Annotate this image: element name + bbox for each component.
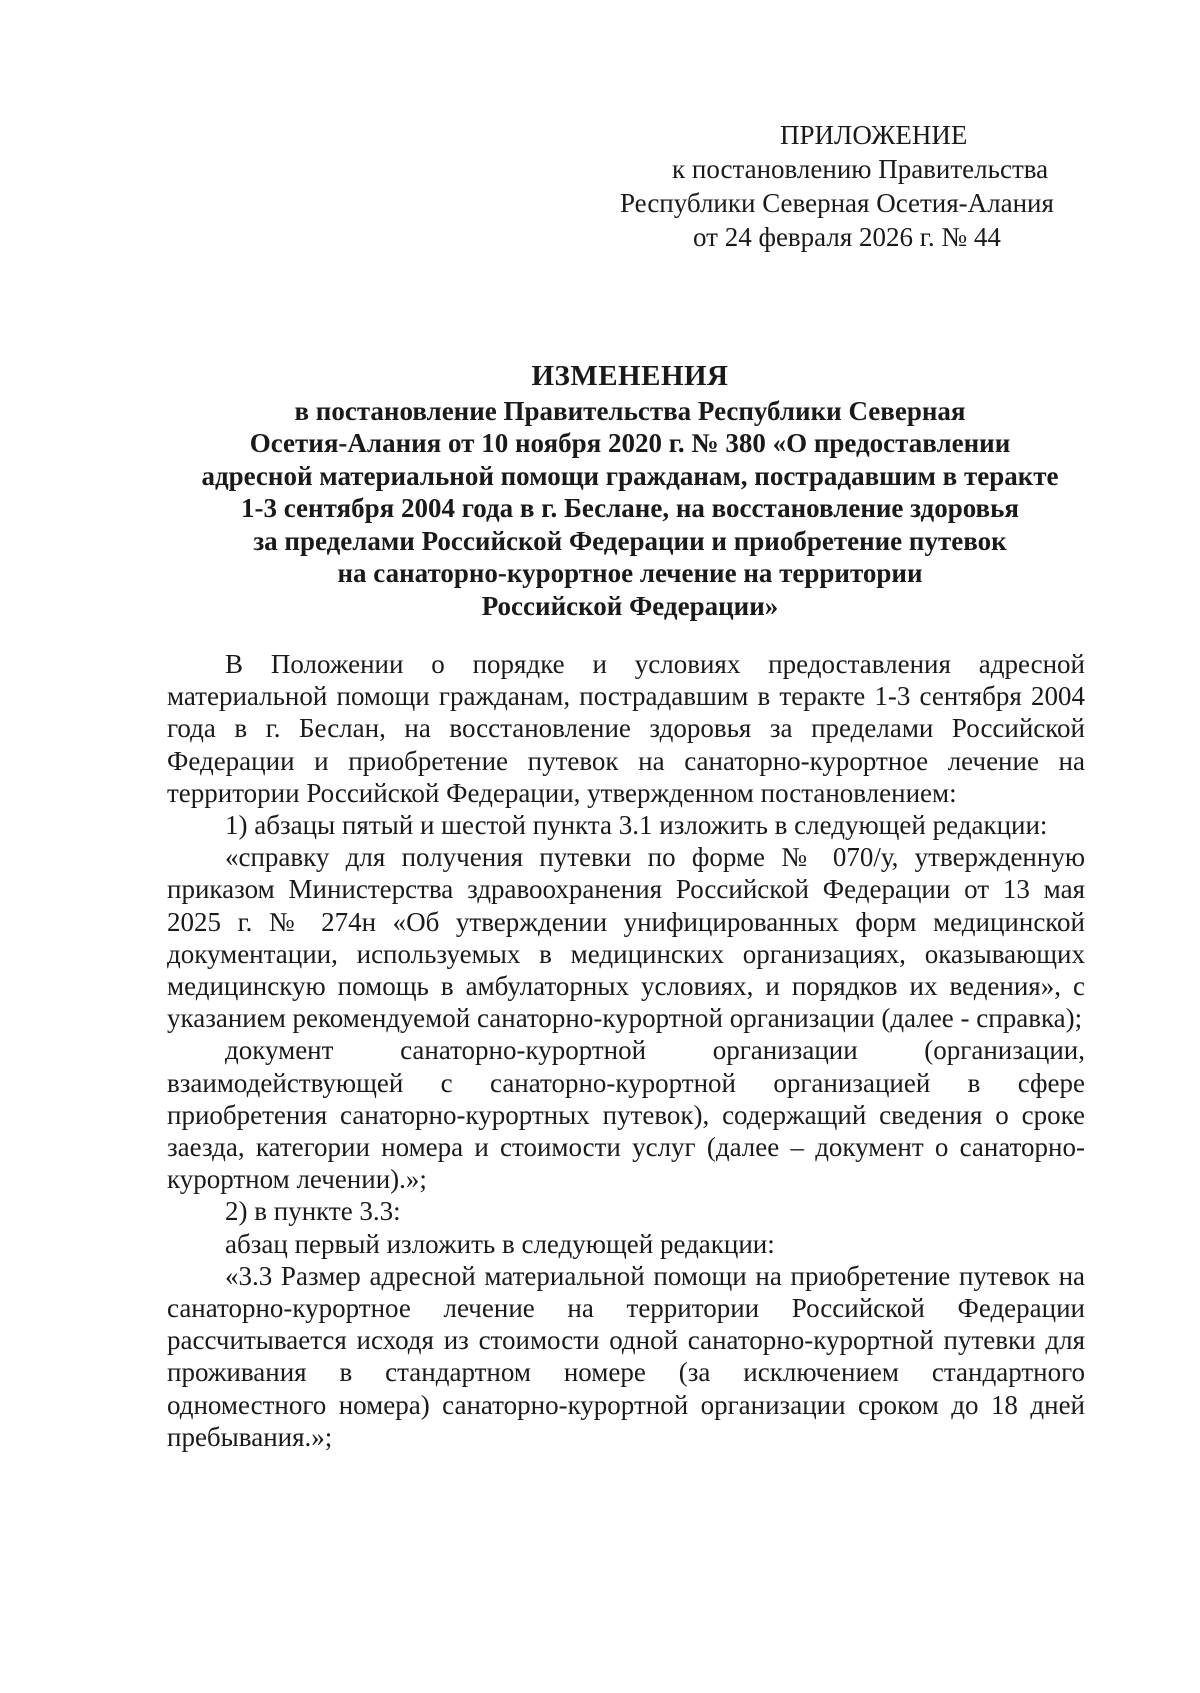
body-paragraph-quote-3: «3.3 Размер адресной материальной помощи на приобретение путевок на санаторно-курортное лечение на территории Российской Федерации рассчитывается исходя из стоимости одной санаторно-курортной путевки для проживания в стандартном номере (за исключением стандартного одноместного номера) санаторно-курортной организации сроком до 18 дней пребывания.»; (167, 1260, 1085, 1452)
body-paragraph-item-2: 2) в пункте 3.3: (225, 1196, 401, 1227)
document-title (160, 360, 1100, 622)
body-paragraph-quote-2: документ санаторно-курортной организации (организации, взаимодействующей с санаторно-курортной организацией в сфере приобретения санаторно-курортных путевок), содержащий сведения о сроке заезда, категории номера и стоимости услуг (далее – документ о санаторно-курортном лечении).»; (167, 1035, 1085, 1195)
appendix-date-number: от 24 февраля 2026 г. № 44 (693, 222, 1001, 252)
title-line: за пределами Российской Федерации и приобретение путевок (253, 525, 1007, 556)
title-line: 1-3 сентября 2004 года в г. Беслане, на восстановление здоровья (240, 493, 1020, 523)
body-paragraph-quote-1: «справку для получения путевки по форме № 070/у, утвержденную приказом Министерства здравоохранения Российской Федерации от 13 мая 2025 г. № 274н «Об утверждении унифицированных форм медицинской документации, используемых в медицинских организациях, оказывающих медицинскую помощь в амбулаторных условиях, и порядков их ведения», с указанием рекомендуемой санаторно-курортной организации (далее - справка); (167, 842, 1085, 1034)
appendix-line-2: к постановлению Правительства (672, 154, 1049, 184)
appendix-line-3: Республики Северная Осетия-Алания (620, 188, 1054, 218)
title-line: адресной материальной помощи гражданам, пострадавшим в теракте (201, 460, 1059, 491)
title-line: на санаторно-курортное лечение на территории (337, 558, 923, 588)
body-paragraph-sub: абзац первый изложить в следующей редакции: (225, 1228, 775, 1259)
title-line: Российской Федерации» (481, 590, 779, 621)
document-body (167, 648, 1085, 1453)
body-paragraph-item-1: 1) абзацы пятый и шестой пункта 3.1 изложить в следующей редакции: (225, 810, 1048, 841)
title-line: в постановление Правительства Республики Северная (294, 395, 966, 426)
title-main: ИЗМЕНЕНИЯ (531, 360, 729, 392)
body-paragraph-intro: В Положении о порядке и условиях предоставления адресной материальной помощи гражданам, пострадавшим в теракте 1-3 сентября 2004 года в г. Беслан, на восстановление здоровья за пределами Российской Федерации и приобретение путевок на санаторно-курортное лечение на территории Российской Федерации, утвержденном постановлением: (167, 649, 1085, 808)
appendix-label: ПРИЛОЖЕНИЕ (780, 120, 968, 150)
title-line: Осетия-Алания от 10 ноября 2020 г. № 380 «О предоставлении (249, 428, 1011, 458)
appendix-header (620, 118, 1100, 254)
